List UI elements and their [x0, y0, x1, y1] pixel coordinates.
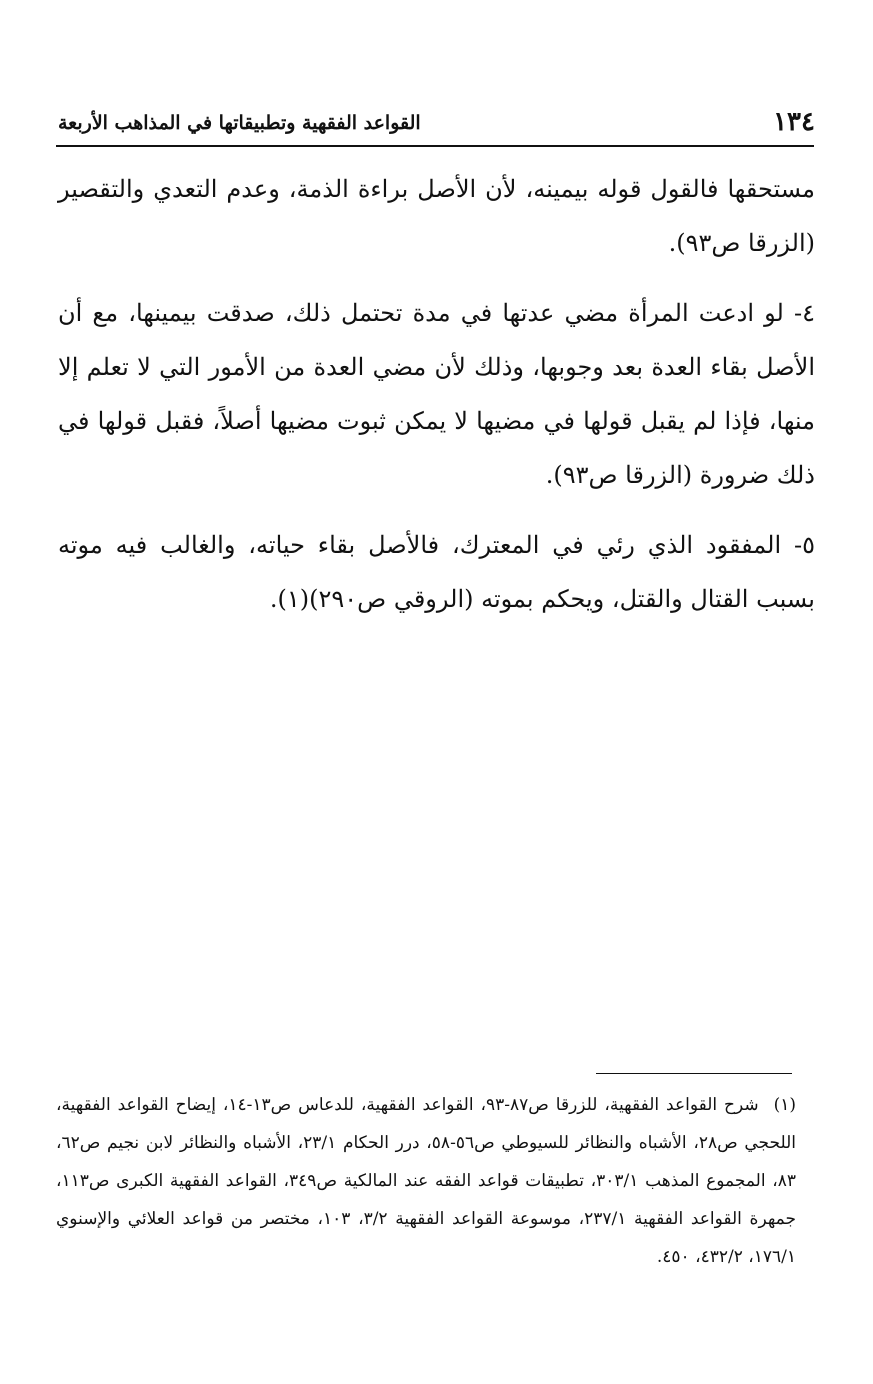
footnote-marker: (١) [773, 1095, 796, 1115]
footnote-text: شرح القواعد الفقهية، للزرقا ص٨٧-٩٣، القواعد الفقهية، للدعاس ص١٣-١٤، إيضاح القواعد الفقهية، اللحجي ص٢٨، الأشباه والنظائر للسيوطي ص٥٦-٥٨، درر الحكام ٢٣/١، الأشباه والنظائر لابن نجيم ص٦٢، ٨٣، المجموع المذهب ٣٠٣/١، تطبيقات قواعد الفقه عند المالكية ص٣٤٩، القواعد الفقهية الكبرى ص١١٣، جمهرة القواعد الفقهية ٢٣٧/١، موسوعة القواعد الفقهية ٣/٢، ١٠٣، مختصر من قواعد العلائي والإسنوي ١٧٦/١، ٤٣٢/٢، ٤٥٠. [56, 1095, 796, 1267]
running-title: القواعد الفقهية وتطبيقاتها في المذاهب الأربعة [58, 112, 421, 134]
footnote-rule [596, 1073, 792, 1074]
page-number: ١٣٤ [773, 107, 815, 137]
footnote-1 [56, 1086, 796, 1276]
main-text [58, 162, 815, 642]
paragraph-continuation: مستحقها فالقول قوله بيمينه، لأن الأصل براءة الذمة، وعدم التعدي والتقصير (الزرقا ص٩٣). [58, 175, 815, 257]
paragraph-item-4: ٤- لو ادعت المرأة مضي عدتها في مدة تحتمل ذلك، صدقت بيمينها، مع أن الأصل بقاء العدة بعد وجوبها، وذلك لأن مضي العدة من الأمور التي لا تعلم إلا منها، فإذا لم يقبل قولها في مضيها لا يمكن ثبوت مضيها أصلاً، فقبل قولها في ذلك ضرورة (الزرقا ص٩٣). [58, 299, 815, 489]
paragraph-item-5: ٥- المفقود الذي رئي في المعترك، فالأصل بقاء حياته، والغالب فيه موته بسبب القتال والقتل، ويحكم بموته (الروقي ص٢٩٠)(١). [58, 531, 815, 613]
footnotes [56, 1086, 796, 1276]
header-rule [56, 145, 814, 147]
running-header [58, 104, 815, 140]
